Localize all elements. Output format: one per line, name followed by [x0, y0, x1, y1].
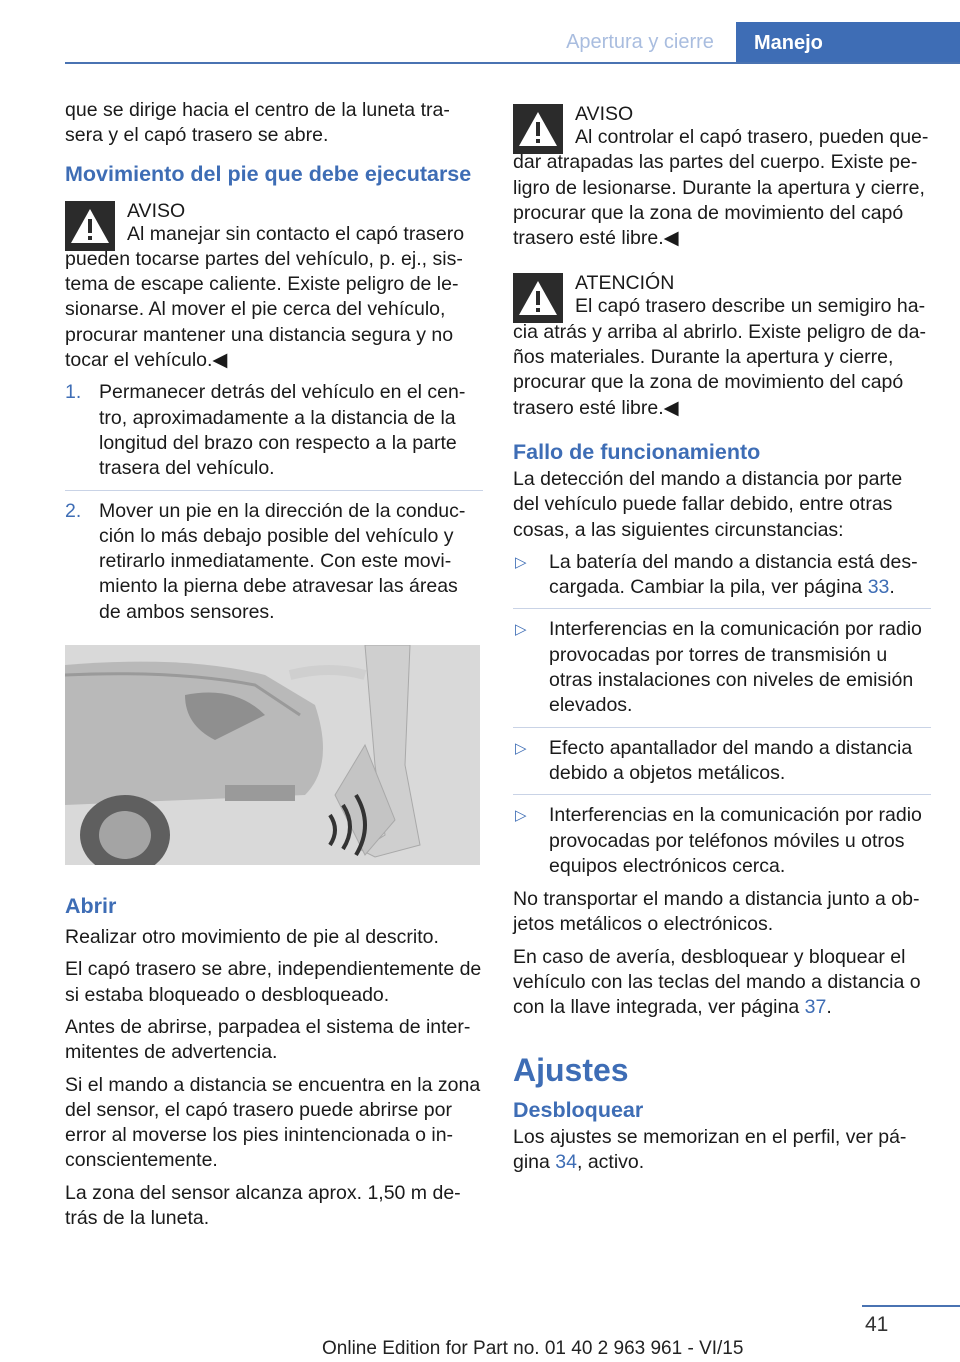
footer-rule	[862, 1305, 960, 1307]
list-item	[513, 803, 931, 879]
heading-open: Abrir	[65, 894, 117, 919]
malfunction-action-paragraph: En caso de avería, desbloquear y bloquear el vehículo con las teclas del mando a distancia o con la llave integrada, ver página 37.	[513, 945, 921, 1019]
header-rule	[65, 62, 960, 64]
bullet-text: La batería del mando a distancia está des-cargada. Cambiar la pila, ver página 33.	[549, 550, 918, 599]
list-item	[513, 550, 931, 601]
heading-foot-movement: Movimiento del pie que debe ejecutarse	[65, 161, 472, 186]
bullet-text: Interferencias en la comunicación por radio provocadas por torres de transmisión u otras instalaciones con niveles de emisión elevados.	[549, 618, 922, 717]
warning-title: AVISO	[575, 103, 634, 125]
divider	[513, 794, 931, 795]
left-column	[65, 98, 483, 1238]
footer-edition: Online Edition for Part no. 01 40 2 963 961 - VI/15	[322, 1338, 744, 1359]
intro-paragraph: que se dirige hacia el centro de la luneta tra-sera y el capó trasero se abre.	[65, 99, 450, 147]
divider	[513, 608, 931, 609]
bullet-text: Efecto apantallador del mando a distancia debido a objetos metálicos.	[549, 736, 913, 784]
heading-settings: Ajustes	[513, 1051, 629, 1088]
step-number: 1.	[65, 381, 82, 404]
heading-unlock: Desbloquear	[513, 1097, 644, 1122]
bullet-triangle-icon: ▷	[515, 621, 527, 639]
bullet-triangle-icon: ▷	[515, 739, 527, 757]
list-item	[65, 499, 483, 625]
divider	[65, 490, 483, 491]
open-paragraph: La zona del sensor alcanza aprox. 1,50 m de-trás de la luneta.	[65, 1181, 461, 1230]
warning-triangle-icon	[65, 201, 115, 251]
header-chapter-tab[interactable]: Manejo	[736, 22, 960, 64]
unlock-paragraph: Los ajustes se memorizan en el perfil, ver pá-gina 34, activo.	[513, 1125, 907, 1173]
page-link[interactable]: 34	[555, 1150, 577, 1173]
step-number: 2.	[65, 499, 82, 522]
caution-text: El capó trasero describe un semigiro ha-cia atrás y arriba al abrirlo. Existe peligro de da-ños materiales. Durante la apertura y cierre, procurar que la zona de movimiento del capó trasero esté libre.◀	[513, 295, 926, 419]
right-column	[513, 98, 931, 1182]
list-item	[513, 617, 931, 718]
bullet-triangle-icon: ▷	[515, 807, 527, 825]
page-number: 41	[865, 1313, 889, 1336]
caution-triangle-icon	[513, 273, 563, 323]
header-section-tab[interactable]: Apertura y cierre	[566, 31, 714, 53]
step-text: Permanecer detrás del vehículo en el cen-tro, aproximadamente a la distancia de la longitud del brazo con respecto a la parte trasera del vehículo.	[99, 381, 466, 480]
warning-text: Al manejar sin contacto el capó trasero pueden tocarse partes del vehículo, p. ej., sis-tema de escape caliente. Existe peligro de le-sionarse. Al mover el pie cerca del vehículo, procurar mantener una distancia segura y no tocar el vehículo.◀	[65, 222, 465, 372]
divider	[513, 727, 931, 728]
step-text: Mover un pie en la dirección de la conduc-ción lo más debajo posible del vehículo y retirarlo inmediatamente. Con este movi-miento la pierna debe atravesar las áreas de ambos sensores.	[99, 499, 466, 623]
open-paragraph: El capó trasero se abre, independientemente de si estaba bloqueado o desbloqueado.	[65, 958, 482, 1006]
open-paragraph: Realizar otro movimiento de pie al descrito.	[65, 926, 439, 949]
warning-title: AVISO	[127, 199, 186, 222]
malfunction-intro: La detección del mando a distancia por parte del vehículo puede fallar debido, entre otras cosas, a las siguientes circunstancias:	[513, 467, 903, 541]
list-item	[513, 736, 931, 787]
open-paragraph: Antes de abrirse, parpadea el sistema de inter-mitentes de advertencia.	[65, 1015, 471, 1064]
kick-sensor-illustration	[65, 645, 480, 865]
page-link[interactable]: 37	[804, 996, 827, 1019]
caution-title: ATENCIÓN	[575, 272, 675, 295]
open-paragraph: Si el mando a distancia se encuentra en la zona del sensor, el capó trasero puede abrirse por error al moverse los pies inintencionada o in-conscientemente.	[65, 1073, 481, 1172]
heading-malfunction: Fallo de funcionamiento	[513, 439, 761, 464]
warning-text: Al controlar el capó trasero, pueden que-dar atrapadas las partes del cuerpo. Existe pe-ligro de lesionarse. Durante la apertura y cierre, procurar que la zona de movimiento del capó trasero esté libre.◀	[513, 126, 929, 250]
page-link[interactable]: 33	[867, 576, 890, 599]
transport-paragraph: No transportar el mando a distancia junto a ob-jetos metálicos o electrónicos.	[513, 888, 920, 936]
list-item	[65, 380, 483, 481]
warning-triangle-icon	[513, 104, 563, 154]
bullet-text: Interferencias en la comunicación por radio provocadas por teléfonos móviles u otros equipos electrónicos cerca.	[549, 804, 922, 877]
bullet-triangle-icon: ▷	[515, 553, 527, 571]
